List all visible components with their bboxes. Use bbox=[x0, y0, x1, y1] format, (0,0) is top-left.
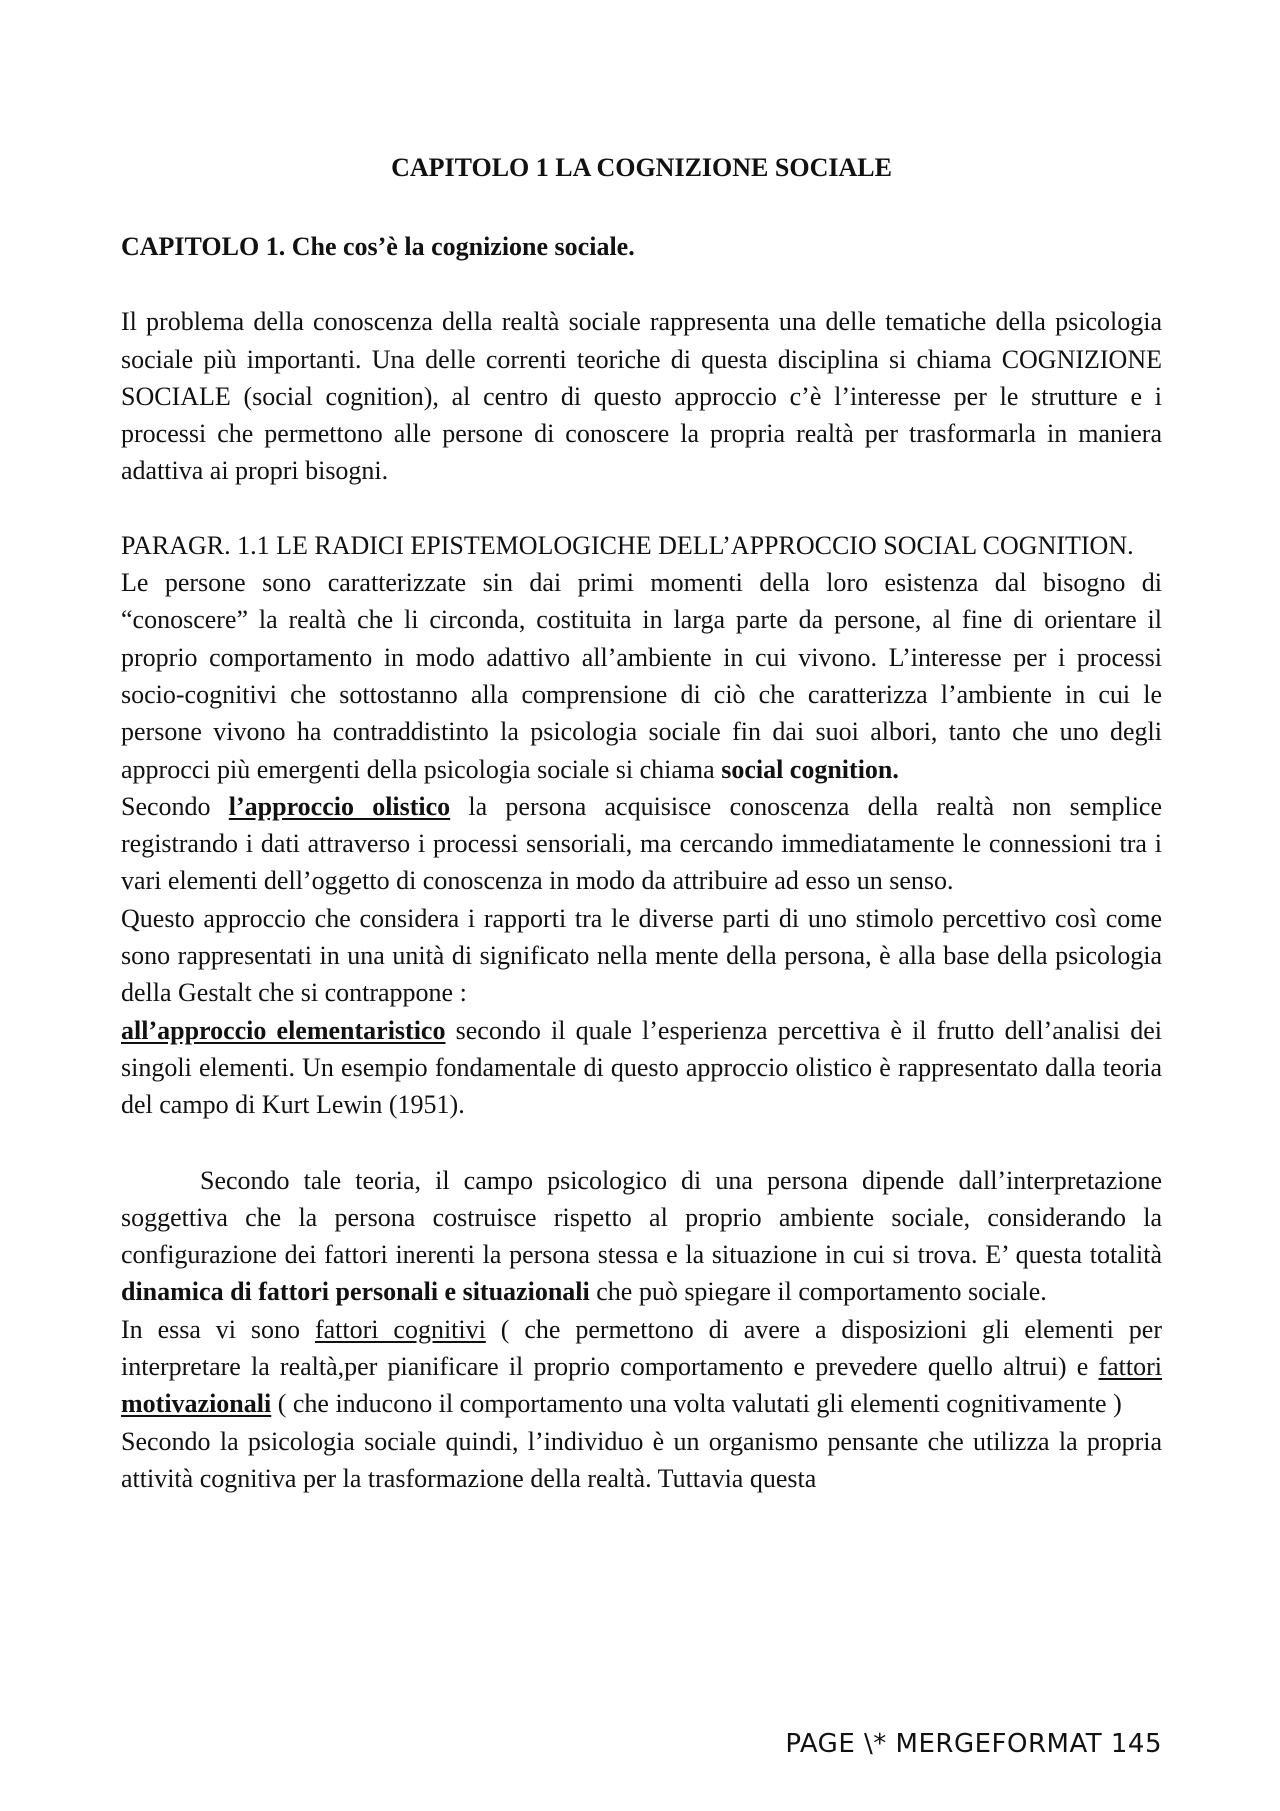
motivazionali-bold: motivazionali bbox=[121, 1389, 272, 1419]
paragraph-fattori bbox=[121, 1311, 1162, 1423]
page-footer-field: PAGE \* MERGEFORMAT 145 bbox=[785, 1729, 1162, 1759]
paragraph-radici-text: Le persone sono caratterizzate sin dai primi momenti della loro esistenza dal bisogno di “conoscere” la realtà che li circonda, costituita in larga parte da persone, al fine di orientare il proprio comportamento in modo adattivo all’ambiente in cui vivono. L’interesse per i processi socio-cognitivi che sottostanno alla comprensione di ciò che caratterizza l’ambiente in cui le persone vivono ha contraddistinto la psicologia sociale fin dai suoi albori, tanto che uno degli approcci più emergenti della psicologia sociale si chiama bbox=[121, 568, 1162, 784]
teoria-campo-end: che può spiegare il comportamento sociale. bbox=[589, 1277, 1047, 1307]
dinamica-fattori-bold: dinamica di fattori personali e situazionali bbox=[121, 1277, 590, 1307]
social-cognition-bold: social cognition. bbox=[721, 754, 899, 784]
elementaristico-body: secondo il quale l’esperienza percettiva è il frutto dell’analisi dei singoli elementi. Un esempio fondamentale di questo approccio olistico è rappresentato dalla teoria del campo di Kurt Lewin (1951). bbox=[121, 1015, 1162, 1120]
fattori-word: fattori bbox=[1098, 1352, 1162, 1382]
page-content bbox=[121, 149, 1162, 1497]
paragraph-elementaristico bbox=[121, 1012, 1162, 1124]
approccio-elementaristico-term: all’approccio elementaristico bbox=[121, 1015, 446, 1045]
intro-paragraph: Il problema della conoscenza della realtà sociale rappresenta una delle tematiche della psicologia sociale più importanti. Una delle correnti teoriche di questa disciplina si chiama COGNIZIONE SOCIALE (social cognition), al centro di questo approccio c’è l’interesse per le strutture e i processi che permettono alle persone di conoscere la propria realtà per trasformarla in maniera adattiva ai propri bisogni. bbox=[121, 307, 1162, 486]
olistico-body: la persona acquisisce conoscenza della realtà non semplice registrando i dati attraverso i processi sensoriali, ma cercando immediatamente le connessioni tra i vari elementi dell’oggetto di conoscenza in modo da attribuire ad esso un senso. bbox=[121, 791, 1162, 896]
fattori-lead: In essa vi sono bbox=[121, 1314, 315, 1344]
section-heading: PARAGR. 1.1 LE RADICI EPISTEMOLOGICHE DELL’APPROCCIO SOCIAL COGNITION. bbox=[121, 530, 1134, 560]
page-title: CAPITOLO 1 LA COGNIZIONE SOCIALE bbox=[391, 153, 892, 182]
chapter-heading: CAPITOLO 1. Che cos’è la cognizione sociale. bbox=[121, 232, 635, 261]
paragraph-gestalt: Questo approccio che considera i rapporti tra le diverse parti di uno stimolo percettivo così come sono rappresentati in una unità di significato nella mente della persona, è alla base della psicologia della Gestalt che si contrappone : bbox=[121, 903, 1162, 1008]
paragraph-teoria-campo bbox=[121, 1162, 1162, 1311]
olistico-lead: Secondo bbox=[121, 791, 229, 821]
fattori-motivazionali-desc: ( che inducono il comportamento una volta valutati gli elementi cognitivamente ) bbox=[271, 1389, 1122, 1419]
approccio-olistico-term: l’approccio olistico bbox=[228, 791, 451, 821]
paragraph-organismo-pensante: Secondo la psicologia sociale quindi, l’individuo è un organismo pensante che utilizza la propria attività cognitiva per la trasformazione della realtà. Tuttavia questa bbox=[121, 1426, 1162, 1493]
paragraph-radici bbox=[121, 564, 1162, 788]
paragraph-approccio-olistico bbox=[121, 788, 1162, 900]
fattori-cognitivi-desc: ( che permettono di avere a disposizioni gli elementi per interpretare la realtà,per pianificare il proprio comportamento e prevedere quello altrui) e bbox=[121, 1314, 1162, 1382]
fattori-cognitivi-term: fattori cognitivi bbox=[314, 1314, 486, 1344]
teoria-campo-text: Secondo tale teoria, il campo psicologico di una persona dipende dall’interpretazione soggettiva che la persona costruisce rispetto al proprio ambiente sociale, considerando la configurazione dei fattori inerenti la persona stessa e la situazione in cui si trova. E’ questa totalità bbox=[121, 1165, 1162, 1270]
